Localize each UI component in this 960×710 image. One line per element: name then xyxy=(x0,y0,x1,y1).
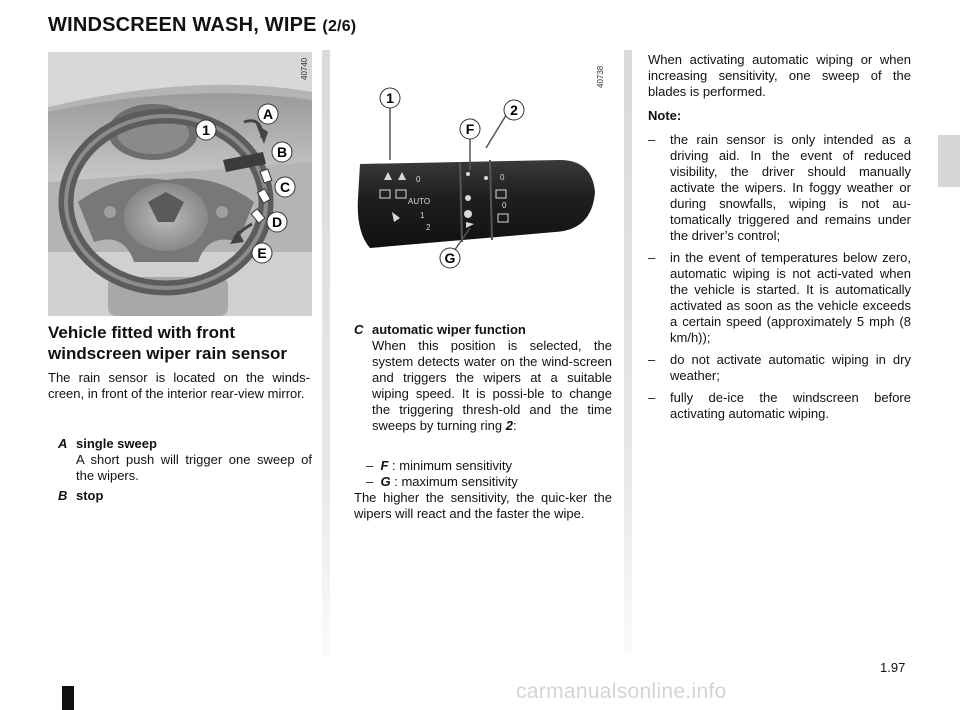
sensitivity-option-F xyxy=(366,458,612,474)
callout-A: A xyxy=(262,106,274,122)
note-dash: – xyxy=(648,250,656,265)
ring-suffix: : xyxy=(512,418,517,433)
note-item xyxy=(648,352,911,384)
stalk-zero-mark-2: 0 xyxy=(500,173,505,182)
callout-G: G xyxy=(444,250,456,266)
page-title xyxy=(48,14,356,37)
option-key: F xyxy=(380,458,389,473)
entry-term: stop xyxy=(76,488,104,503)
column-divider-right xyxy=(624,50,632,655)
auto-wipe-intro: When activating automatic wiping or when increasing sensitivity, one sweep of the blades is performed. xyxy=(648,52,911,99)
entry-term: automatic wiper function xyxy=(372,322,526,337)
note-item xyxy=(648,132,911,244)
entry-term: single sweep xyxy=(76,436,157,451)
option-key: G xyxy=(380,474,391,489)
entry-key: B xyxy=(58,488,68,503)
callout-D: D xyxy=(271,214,283,230)
entry-desc: A short push will trigger one sweep of the wipers. xyxy=(76,452,312,483)
entry-B xyxy=(58,488,312,504)
stalk-one-mark: 1 xyxy=(420,211,425,220)
note-dash: – xyxy=(648,132,656,147)
callout-C: C xyxy=(279,179,291,195)
stalk-auto-text: AUTO xyxy=(408,197,431,206)
column-divider-left xyxy=(322,50,330,655)
note-item xyxy=(648,250,911,346)
entry-key: A xyxy=(58,436,68,451)
option-text: : minimum sensitivity xyxy=(392,458,512,473)
note-item xyxy=(648,390,911,422)
stalk-zero-mark-3: 0 xyxy=(502,201,507,210)
entry-desc xyxy=(372,338,612,434)
entry-C xyxy=(354,322,612,434)
steering-wheel-illustration xyxy=(48,52,312,316)
stalk-two-mark: 2 xyxy=(426,223,431,232)
entry-key: C xyxy=(354,322,364,337)
ring-ref: 2 xyxy=(505,418,513,433)
note-label: Note: xyxy=(648,108,682,123)
title-part: (2/6) xyxy=(322,18,357,35)
callout-1: 1 xyxy=(386,90,394,106)
note-list xyxy=(648,132,911,428)
wiper-stalk-illustration xyxy=(340,52,620,316)
callout-2: 2 xyxy=(510,102,518,118)
stalk-zero-mark: 0 xyxy=(416,175,421,184)
note-text: in the event of temperatures below zero, automatic wiping is not acti-vated when the vehicle is started. It is automatically activated as soon as the vehicle exceeds a certain speed (approximately 5 mph (8 km/h)); xyxy=(670,250,911,345)
callout-1: 1 xyxy=(202,122,210,138)
footer-marker xyxy=(62,686,74,710)
callout-B: B xyxy=(276,144,288,160)
note-text: do not activate automatic wiping in dry weather; xyxy=(670,352,911,383)
watermark-text: carmanualsonline.info xyxy=(516,680,727,703)
entry-A xyxy=(58,436,312,484)
callout-E: E xyxy=(257,245,267,261)
sensitivity-option-G xyxy=(366,474,612,490)
title-main: WINDSCREEN WASH, WIPE xyxy=(48,14,317,36)
note-text: fully de-ice the windscreen before activating automatic wiping. xyxy=(670,390,911,421)
note-text: the rain sensor is only intended as a driving aid. In the event of reduced visibility, the driver should manually activate the wipers. In foggy weather or during snowfalls, wiping is not au-tomatically triggered and remains under the driver’s control; xyxy=(670,132,911,243)
option-dash: – xyxy=(366,474,374,489)
note-dash: – xyxy=(648,390,656,405)
figure-ref-right: 40738 xyxy=(596,65,605,88)
option-dash: – xyxy=(366,458,374,473)
callout-F: F xyxy=(465,121,475,137)
page-number: 1.97 xyxy=(880,660,906,675)
intro-paragraph: The rain sensor is located on the winds-creen, in front of the interior rear-view mirror. xyxy=(48,370,310,401)
option-text: : maximum sensitivity xyxy=(394,474,518,489)
section-thumb-tab xyxy=(938,135,960,187)
figure-ref-left: 40740 xyxy=(300,57,309,80)
closing-paragraph: The higher the sensitivity, the quic-ker the wipers will react and the faster the wipe. xyxy=(354,490,612,521)
note-dash: – xyxy=(648,352,656,367)
entry-desc-text: When this position is selected, the system detects water on the wind-screen and triggers the wipers at a suitable wiping speed. It is possi-ble to change the triggering thresh-old and the time sweeps by turning ring xyxy=(372,338,612,433)
section-heading: Vehicle fitted with front windscreen wiper rain sensor xyxy=(48,323,288,363)
